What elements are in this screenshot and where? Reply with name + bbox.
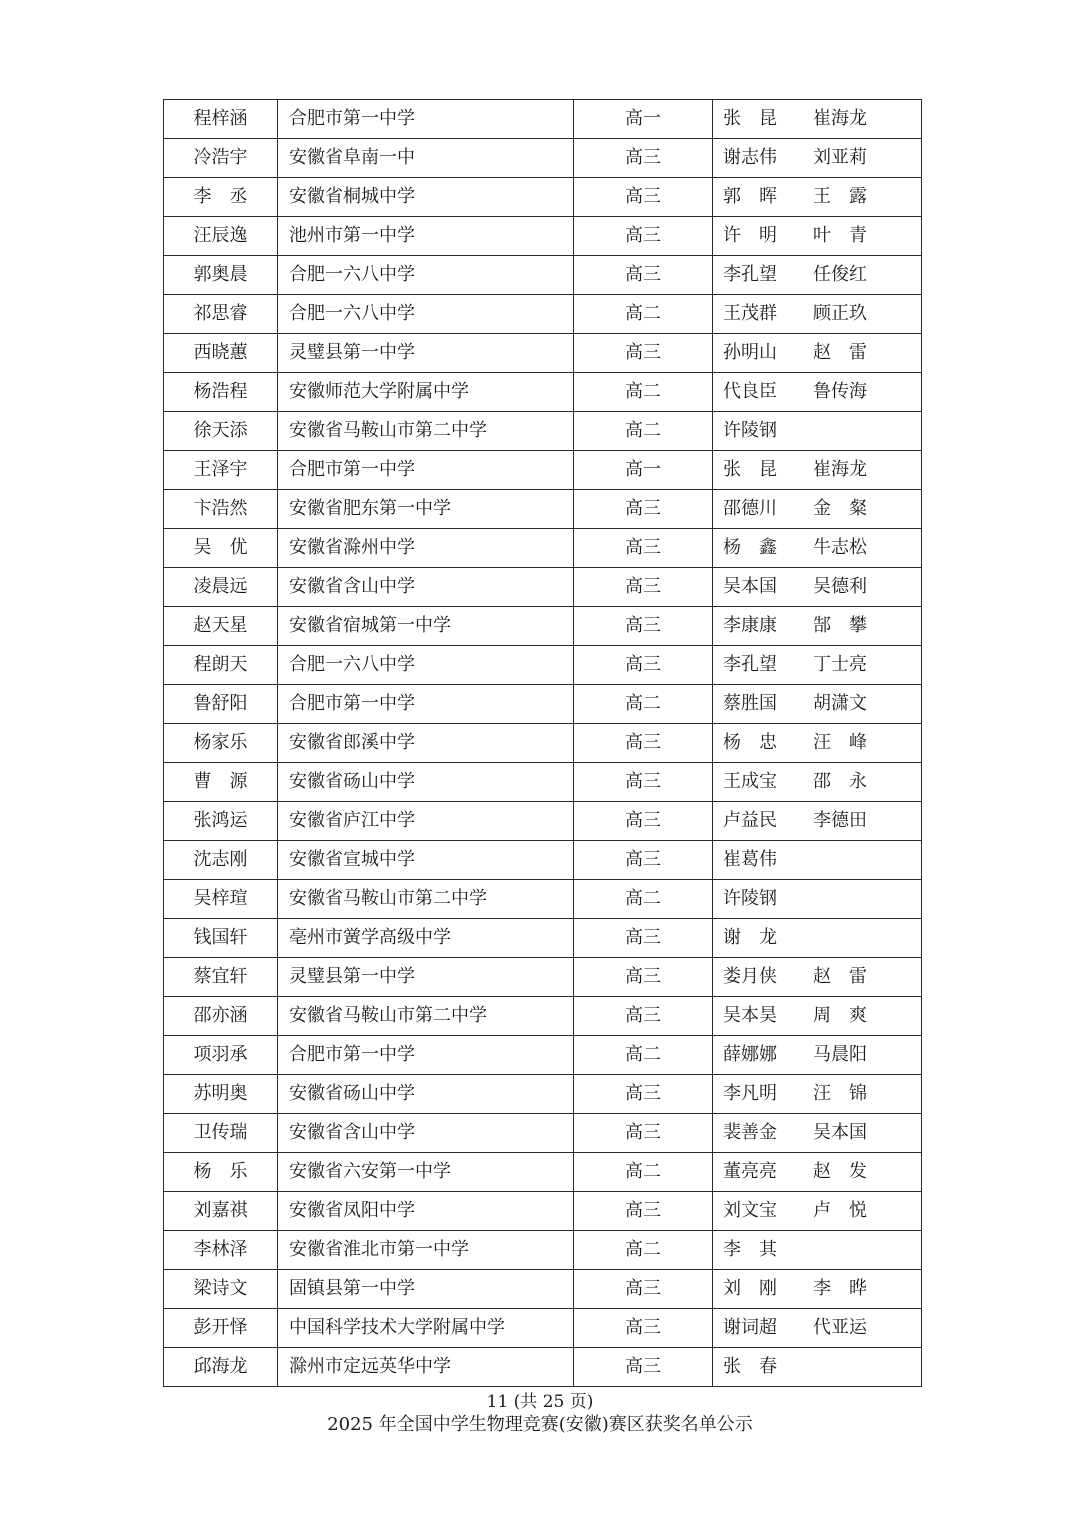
table-row [164, 1348, 922, 1387]
teacher-2: 李 晔 [813, 1278, 867, 1299]
teacher-1: 李凡明 [723, 1083, 777, 1104]
grade-cell: 高二 [574, 1036, 713, 1075]
grade-cell: 高三 [574, 256, 713, 295]
teachers-cell [713, 256, 922, 295]
teacher-2: 王 露 [813, 186, 867, 207]
teachers-cell [713, 880, 922, 919]
school-cell: 合肥市第一中学 [278, 1036, 574, 1075]
document-caption: 2025 年全国中学生物理竞赛(安徽)赛区获奖名单公示 [327, 1414, 753, 1435]
student-name-cell: 汪辰逸 [164, 217, 278, 256]
table-row [164, 295, 922, 334]
grade-cell: 高三 [574, 607, 713, 646]
student-name-cell: 赵天星 [164, 607, 278, 646]
table-row [164, 1036, 922, 1075]
school-cell: 安徽省庐江中学 [278, 802, 574, 841]
teacher-1: 娄月侠 [723, 966, 777, 987]
teachers-cell [713, 334, 922, 373]
grade-cell: 高一 [574, 451, 713, 490]
grade-cell: 高二 [574, 685, 713, 724]
teacher-2: 鲁传海 [813, 381, 867, 402]
student-name-cell: 刘嘉祺 [164, 1192, 278, 1231]
student-name-cell: 杨家乐 [164, 724, 278, 763]
teacher-2: 卢 悦 [813, 1200, 867, 1221]
student-name-cell: 邵亦涵 [164, 997, 278, 1036]
grade-cell: 高二 [574, 1231, 713, 1270]
teacher-1: 许 明 [723, 225, 777, 246]
teachers-cell [713, 724, 922, 763]
school-cell: 安徽省凤阳中学 [278, 1192, 574, 1231]
teachers-cell [713, 490, 922, 529]
student-name-cell: 苏明奥 [164, 1075, 278, 1114]
grade-cell: 高三 [574, 958, 713, 997]
grade-cell: 高三 [574, 919, 713, 958]
teacher-2: 赵 发 [813, 1161, 867, 1182]
table-row [164, 217, 922, 256]
grade-cell: 高三 [574, 1309, 713, 1348]
school-cell: 合肥一六八中学 [278, 256, 574, 295]
table-row [164, 1231, 922, 1270]
student-name-cell: 李 丞 [164, 178, 278, 217]
table-row [164, 685, 922, 724]
student-name-cell: 祁思睿 [164, 295, 278, 334]
school-cell: 安徽省含山中学 [278, 1114, 574, 1153]
student-name-cell: 冷浩宇 [164, 139, 278, 178]
grade-cell: 高三 [574, 997, 713, 1036]
grade-cell: 高三 [574, 841, 713, 880]
table-row [164, 100, 922, 139]
teacher-1: 王成宝 [723, 771, 777, 792]
table-row [164, 529, 922, 568]
school-cell: 固镇县第一中学 [278, 1270, 574, 1309]
student-name-cell: 张鸿运 [164, 802, 278, 841]
teacher-2: 吴德利 [813, 576, 867, 597]
school-cell: 安徽省桐城中学 [278, 178, 574, 217]
table-row [164, 1153, 922, 1192]
teacher-1: 许陵钢 [723, 420, 777, 441]
teacher-1: 代良臣 [723, 381, 777, 402]
teachers-cell [713, 1036, 922, 1075]
student-name-cell: 曹 源 [164, 763, 278, 802]
teachers-cell [713, 1270, 922, 1309]
table-row [164, 958, 922, 997]
award-list-body [164, 100, 922, 1387]
school-cell: 安徽师范大学附属中学 [278, 373, 574, 412]
teacher-2: 吴本国 [813, 1122, 867, 1143]
table-row [164, 334, 922, 373]
teachers-cell [713, 1153, 922, 1192]
teacher-1: 李孔望 [723, 654, 777, 675]
student-name-cell: 蔡宜轩 [164, 958, 278, 997]
school-cell: 安徽省马鞍山市第二中学 [278, 997, 574, 1036]
teacher-1: 谢 龙 [723, 927, 777, 948]
grade-cell: 高三 [574, 490, 713, 529]
table-row [164, 256, 922, 295]
teachers-cell [713, 373, 922, 412]
teacher-1: 刘 刚 [723, 1278, 777, 1299]
table-row [164, 724, 922, 763]
student-name-cell: 钱国轩 [164, 919, 278, 958]
teachers-cell [713, 802, 922, 841]
teacher-2: 邵 永 [813, 771, 867, 792]
teachers-cell [713, 1348, 922, 1387]
student-name-cell: 鲁舒阳 [164, 685, 278, 724]
table-row [164, 412, 922, 451]
school-cell: 合肥一六八中学 [278, 646, 574, 685]
student-name-cell: 杨浩程 [164, 373, 278, 412]
student-name-cell: 李林泽 [164, 1231, 278, 1270]
school-cell: 安徽省宿城第一中学 [278, 607, 574, 646]
teacher-1: 吴本昊 [723, 1005, 777, 1026]
student-name-cell: 杨 乐 [164, 1153, 278, 1192]
student-name-cell: 项羽承 [164, 1036, 278, 1075]
school-cell: 滁州市定远英华中学 [278, 1348, 574, 1387]
student-name-cell: 彭开怿 [164, 1309, 278, 1348]
school-cell: 亳州市黉学高级中学 [278, 919, 574, 958]
grade-cell: 高二 [574, 1153, 713, 1192]
teachers-cell [713, 1231, 922, 1270]
teacher-1: 蔡胜国 [723, 693, 777, 714]
teachers-cell [713, 529, 922, 568]
student-name-cell: 吴 优 [164, 529, 278, 568]
grade-cell: 高三 [574, 1075, 713, 1114]
teachers-cell [713, 763, 922, 802]
teacher-1: 张 昆 [723, 459, 777, 480]
table-row [164, 1075, 922, 1114]
grade-cell: 高二 [574, 412, 713, 451]
teachers-cell [713, 1309, 922, 1348]
student-name-cell: 程梓涵 [164, 100, 278, 139]
grade-cell: 高三 [574, 802, 713, 841]
grade-cell: 高三 [574, 178, 713, 217]
teachers-cell [713, 841, 922, 880]
table-row [164, 1192, 922, 1231]
school-cell: 安徽省宣城中学 [278, 841, 574, 880]
grade-cell: 高二 [574, 880, 713, 919]
teacher-2: 牛志松 [813, 537, 867, 558]
grade-cell: 高三 [574, 217, 713, 256]
school-cell: 灵璧县第一中学 [278, 334, 574, 373]
teacher-2: 赵 雷 [813, 342, 867, 363]
teacher-2: 崔海龙 [813, 459, 867, 480]
table-row [164, 997, 922, 1036]
grade-cell: 高一 [574, 100, 713, 139]
school-cell: 中国科学技术大学附属中学 [278, 1309, 574, 1348]
teacher-1: 许陵钢 [723, 888, 777, 909]
teacher-2: 郜 攀 [813, 615, 867, 636]
teachers-cell [713, 412, 922, 451]
table-row [164, 841, 922, 880]
page-number: 11 (共 25 页) [486, 1392, 594, 1412]
teacher-1: 孙明山 [723, 342, 777, 363]
teachers-cell [713, 607, 922, 646]
table-row [164, 1270, 922, 1309]
teacher-1: 张 昆 [723, 108, 777, 129]
table-row [164, 880, 922, 919]
grade-cell: 高三 [574, 334, 713, 373]
student-name-cell: 徐天添 [164, 412, 278, 451]
grade-cell: 高三 [574, 1348, 713, 1387]
table-row [164, 763, 922, 802]
grade-cell: 高三 [574, 529, 713, 568]
student-name-cell: 卞浩然 [164, 490, 278, 529]
student-name-cell: 西晓蕙 [164, 334, 278, 373]
teachers-cell [713, 568, 922, 607]
table-row [164, 451, 922, 490]
teacher-2: 顾正玖 [813, 303, 867, 324]
teacher-1: 张 春 [723, 1356, 777, 1377]
teacher-1: 王茂群 [723, 303, 777, 324]
teacher-1: 吴本国 [723, 576, 777, 597]
school-cell: 安徽省马鞍山市第二中学 [278, 412, 574, 451]
school-cell: 合肥市第一中学 [278, 451, 574, 490]
teachers-cell [713, 1192, 922, 1231]
teachers-cell [713, 1075, 922, 1114]
student-name-cell: 梁诗文 [164, 1270, 278, 1309]
teacher-1: 薛娜娜 [723, 1044, 777, 1065]
teachers-cell [713, 919, 922, 958]
teachers-cell [713, 217, 922, 256]
grade-cell: 高三 [574, 139, 713, 178]
school-cell: 合肥一六八中学 [278, 295, 574, 334]
grade-cell: 高二 [574, 373, 713, 412]
teacher-1: 谢词超 [723, 1317, 777, 1338]
teacher-2: 汪 峰 [813, 732, 867, 753]
school-cell: 池州市第一中学 [278, 217, 574, 256]
student-name-cell: 吴梓瑄 [164, 880, 278, 919]
school-cell: 安徽省淮北市第一中学 [278, 1231, 574, 1270]
table-row [164, 607, 922, 646]
table-row [164, 1114, 922, 1153]
teachers-cell [713, 646, 922, 685]
student-name-cell: 沈志刚 [164, 841, 278, 880]
teacher-1: 崔葛伟 [723, 849, 777, 870]
teachers-cell [713, 685, 922, 724]
teacher-2: 李德田 [813, 810, 867, 831]
school-cell: 安徽省肥东第一中学 [278, 490, 574, 529]
student-name-cell: 程朗天 [164, 646, 278, 685]
teacher-1: 李康康 [723, 615, 777, 636]
school-cell: 合肥市第一中学 [278, 100, 574, 139]
school-cell: 安徽省阜南一中 [278, 139, 574, 178]
school-cell: 安徽省砀山中学 [278, 763, 574, 802]
student-name-cell: 邱海龙 [164, 1348, 278, 1387]
teacher-1: 谢志伟 [723, 147, 777, 168]
grade-cell: 高三 [574, 1114, 713, 1153]
teacher-1: 李孔望 [723, 264, 777, 285]
student-name-cell: 卫传瑞 [164, 1114, 278, 1153]
teachers-cell [713, 1114, 922, 1153]
teacher-1: 董亮亮 [723, 1161, 777, 1182]
grade-cell: 高三 [574, 763, 713, 802]
teacher-2: 汪 锦 [813, 1083, 867, 1104]
teacher-1: 杨 鑫 [723, 537, 777, 558]
table-row [164, 802, 922, 841]
grade-cell: 高三 [574, 1192, 713, 1231]
teachers-cell [713, 958, 922, 997]
school-cell: 安徽省滁州中学 [278, 529, 574, 568]
teachers-cell [713, 139, 922, 178]
school-cell: 安徽省含山中学 [278, 568, 574, 607]
teachers-cell [713, 997, 922, 1036]
teacher-2: 马晨阳 [813, 1044, 867, 1065]
grade-cell: 高三 [574, 724, 713, 763]
table-row [164, 1309, 922, 1348]
teachers-cell [713, 295, 922, 334]
teacher-1: 郭 晖 [723, 186, 777, 207]
award-list-table [163, 99, 922, 1387]
teacher-1: 刘文宝 [723, 1200, 777, 1221]
school-cell: 安徽省郎溪中学 [278, 724, 574, 763]
teacher-2: 刘亚莉 [813, 147, 867, 168]
teacher-1: 杨 忠 [723, 732, 777, 753]
teachers-cell [713, 178, 922, 217]
grade-cell: 高二 [574, 295, 713, 334]
teacher-1: 邵德川 [723, 498, 777, 519]
student-name-cell: 凌晨远 [164, 568, 278, 607]
table-row [164, 178, 922, 217]
teachers-cell [713, 100, 922, 139]
school-cell: 安徽省砀山中学 [278, 1075, 574, 1114]
table-row [164, 568, 922, 607]
school-cell: 灵璧县第一中学 [278, 958, 574, 997]
grade-cell: 高三 [574, 1270, 713, 1309]
teacher-2: 胡潇文 [813, 693, 867, 714]
teacher-1: 李 其 [723, 1239, 777, 1260]
table-row [164, 646, 922, 685]
teacher-2: 赵 雷 [813, 966, 867, 987]
teacher-1: 裴善金 [723, 1122, 777, 1143]
school-cell: 安徽省六安第一中学 [278, 1153, 574, 1192]
teachers-cell [713, 451, 922, 490]
table-row [164, 919, 922, 958]
school-cell: 安徽省马鞍山市第二中学 [278, 880, 574, 919]
table-row [164, 490, 922, 529]
school-cell: 合肥市第一中学 [278, 685, 574, 724]
grade-cell: 高三 [574, 646, 713, 685]
teacher-2: 任俊红 [813, 264, 867, 285]
teacher-2: 代亚运 [813, 1317, 867, 1338]
teacher-2: 周 爽 [813, 1005, 867, 1026]
teacher-2: 金 粲 [813, 498, 867, 519]
student-name-cell: 王泽宇 [164, 451, 278, 490]
student-name-cell: 郭奥晨 [164, 256, 278, 295]
teacher-2: 丁士亮 [813, 654, 867, 675]
table-row [164, 373, 922, 412]
grade-cell: 高三 [574, 568, 713, 607]
table-row [164, 139, 922, 178]
teacher-1: 卢益民 [723, 810, 777, 831]
teacher-2: 崔海龙 [813, 108, 867, 129]
teacher-2: 叶 青 [813, 225, 867, 246]
